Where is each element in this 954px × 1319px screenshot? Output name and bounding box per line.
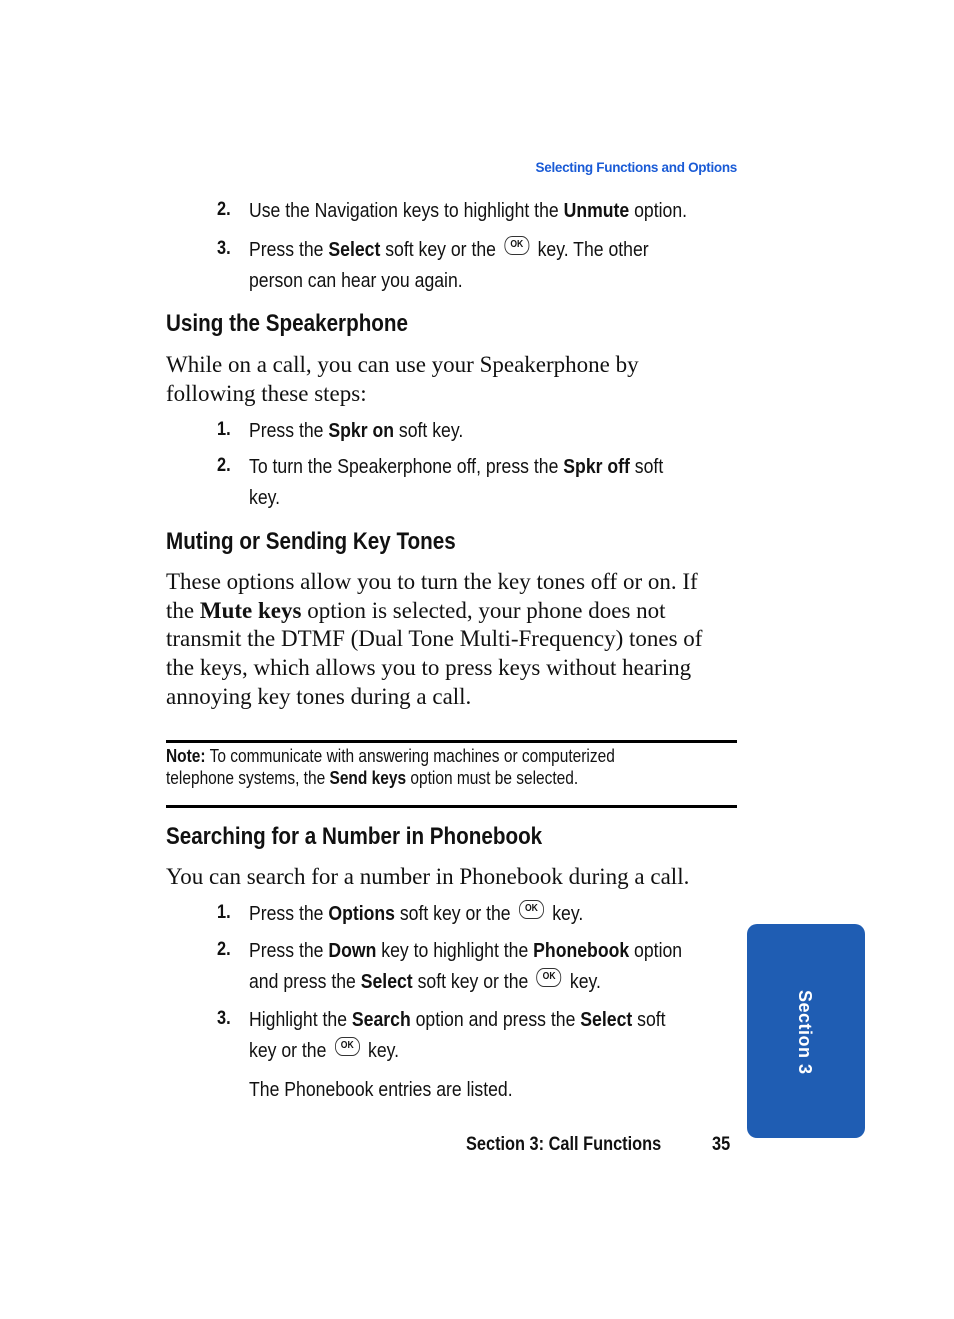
- body-paragraph: While on a call, you can use your Speakerphone by following these steps:: [166, 352, 639, 406]
- step-result-text: The Phonebook entries are listed.: [249, 1078, 513, 1101]
- running-header: Selecting Functions and Options: [535, 160, 737, 175]
- step-number: 2.: [217, 939, 231, 960]
- ok-key-icon: [537, 968, 562, 987]
- note-bottom-rule: [166, 805, 737, 808]
- section-heading: Using the Speakerphone: [166, 310, 408, 337]
- step-number: 2.: [217, 455, 231, 476]
- ok-key-icon: [519, 900, 544, 919]
- body-paragraph: These options allow you to turn the key tones off or on. If the Mute keys option is selected, your phone does not transmit the DTMF (Dual Tone Multi-Frequency) tones of the keys, which allows you to press keys without hearing annoying key tones during a call.: [166, 569, 703, 709]
- section-heading: Muting or Sending Key Tones: [166, 528, 456, 555]
- step-text: Use the Navigation keys to highlight the Unmute option.: [249, 199, 688, 222]
- page-number: 35: [712, 1134, 731, 1155]
- step-text: Press the Spkr on soft key.: [249, 419, 464, 442]
- step-text: Press the Select soft key or the OK key. The other person can hear you again.: [249, 234, 731, 296]
- step-number: 1.: [217, 419, 231, 440]
- ok-key-icon: [504, 236, 529, 255]
- section-tab-label: Section 3: [795, 990, 815, 1075]
- step-number: 2.: [217, 199, 231, 220]
- note-text: Note: To communicate with answering machines or computerized telephone systems, the Send keys option must be selected.: [166, 746, 615, 788]
- footer-section-title: Section 3: Call Functions: [466, 1134, 662, 1155]
- step-number: 3.: [217, 238, 231, 259]
- step-text: Press the Down key to highlight the Phonebook option and press the Select soft key or the OK key.: [249, 935, 731, 997]
- section-heading: Searching for a Number in Phonebook: [166, 823, 543, 850]
- step-text: Press the Options soft key or the OK key.: [249, 898, 731, 929]
- step-number: 1.: [217, 902, 231, 923]
- note-top-rule: [166, 740, 737, 743]
- step-text: Highlight the Search option and press the Select soft key or the OK key.: [249, 1004, 731, 1066]
- body-paragraph: You can search for a number in Phonebook during a call.: [166, 864, 690, 889]
- step-number: 3.: [217, 1008, 231, 1029]
- section-side-tab: [747, 924, 865, 1138]
- ok-key-icon: [335, 1037, 360, 1056]
- step-text: To turn the Speakerphone off, press the Spkr off soft key.: [249, 455, 664, 509]
